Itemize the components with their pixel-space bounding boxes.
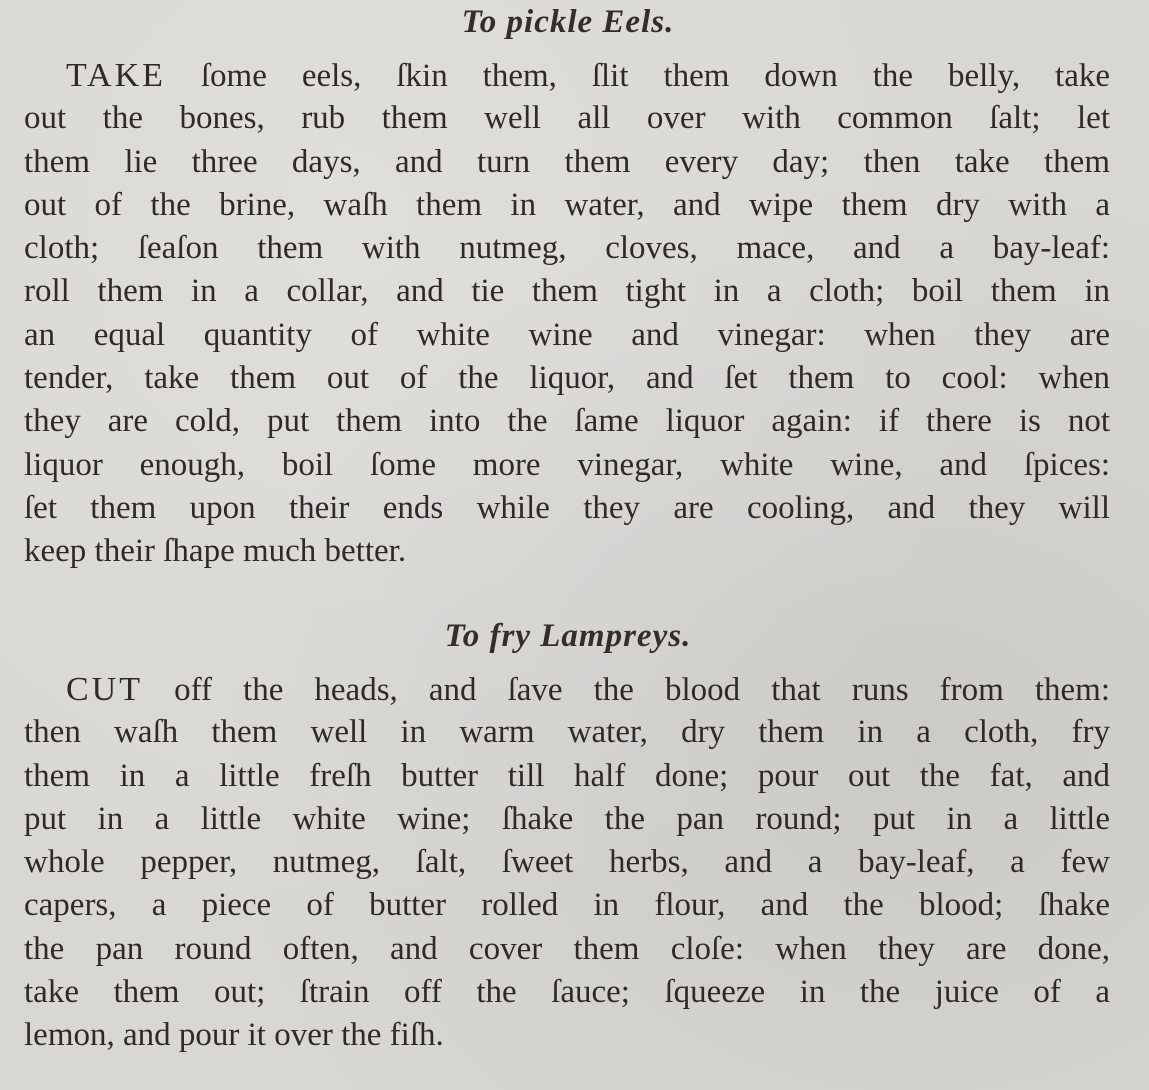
recipe-title-pickle-eels: To pickle Eels.: [461, 4, 675, 40]
recipe-line: they are cold, put them into the ſame liquor again: if there is not: [24, 403, 1110, 440]
recipe-title-fry-lampreys: To fry Lampreys.: [444, 618, 692, 654]
recipe-body-pickle-eels: [24, 54, 1110, 574]
recipe-line: cloth; ſeaſon them with nutmeg, cloves, mace, and a bay-leaf:: [24, 230, 1110, 267]
recipe-line: out of the brine, waſh them in water, and wipe them dry with a: [24, 186, 1110, 223]
recipe-line: them in a little freſh butter till half done; pour out the fat, and: [24, 757, 1110, 794]
recipe-line-text: off the heads, and ſave the blood that runs from them:: [174, 672, 1111, 708]
recipe-lead-word: CUT: [66, 671, 143, 708]
recipe-line: [24, 668, 1110, 711]
recipe-lead-word: TAKE: [66, 57, 166, 94]
recipe-body-fry-lampreys: [24, 668, 1110, 1058]
recipe-line-text: ſome eels, ſkin them, ſlit them down the belly, take: [200, 58, 1111, 94]
recipe-line: whole pepper, nutmeg, ſalt, ſweet herbs, and a bay-leaf, a few: [24, 844, 1110, 881]
recipe-line: them lie three days, and turn them every day; then take them: [24, 143, 1110, 180]
recipe-line: capers, a piece of butter rolled in flour, and the blood; ſhake: [24, 887, 1110, 924]
recipe-line: out the bones, rub them well all over with common ſalt; let: [24, 100, 1110, 137]
recipe-line: put in a little white wine; ſhake the pan round; put in a little: [24, 800, 1110, 837]
recipe-line: an equal quantity of white wine and vinegar: when they are: [24, 316, 1110, 353]
recipe-line: roll them in a collar, and tie them tight in a cloth; boil them in: [24, 273, 1110, 310]
recipe-line: lemon, and pour it over the fiſh.: [24, 1017, 444, 1054]
recipe-line: ſet them upon their ends while they are cooling, and they will: [24, 489, 1110, 526]
recipe-line: take them out; ſtrain off the ſauce; ſqueeze in the juice of a: [24, 974, 1110, 1011]
recipe-line: tender, take them out of the liquor, and ſet them to cool: when: [24, 360, 1110, 397]
recipe-line: keep their ſhape much better.: [24, 533, 407, 570]
recipe-line: liquor enough, boil ſome more vinegar, white wine, and ſpices:: [24, 446, 1110, 483]
recipe-line: [24, 54, 1110, 97]
recipe-line: then waſh them well in warm water, dry them in a cloth, fry: [24, 714, 1110, 751]
recipe-line: the pan round often, and cover them cloſe: when they are done,: [24, 930, 1110, 967]
book-page: [24, 0, 1112, 1090]
